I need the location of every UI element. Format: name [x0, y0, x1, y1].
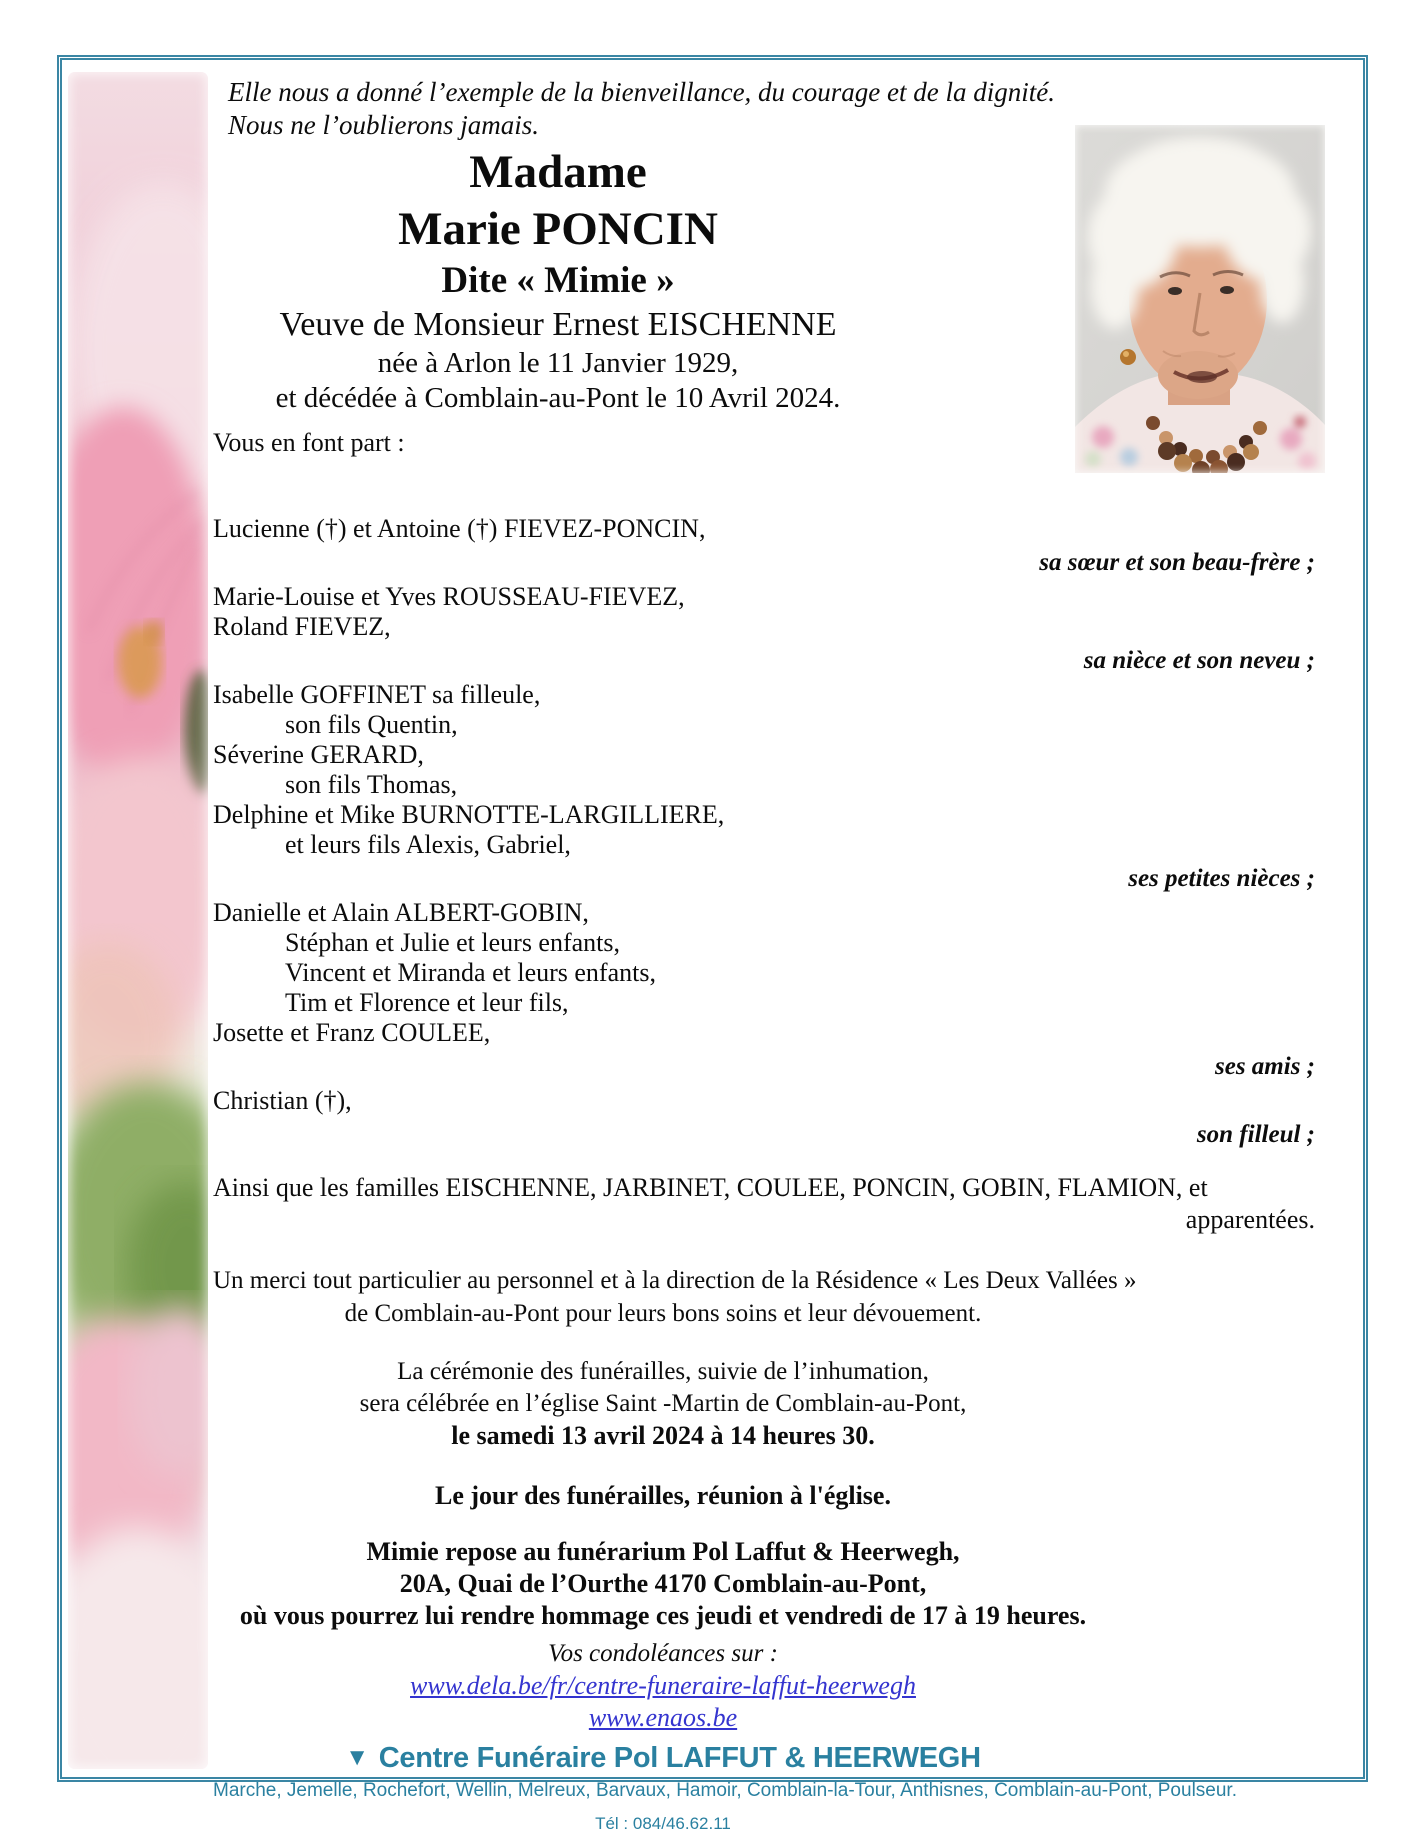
ceremony-datetime: le samedi 13 avril 2024 à 14 heures 30. [451, 1421, 875, 1450]
repose-line-2: 20A, Quai de l’Ourthe 4170 Comblain-au-Pont, [399, 1569, 927, 1598]
ceremony-paragraph [213, 1356, 1113, 1452]
center-zone [213, 1264, 1237, 1833]
announcement-intro: Vous en font part : [213, 428, 405, 457]
birth-line: née à Arlon le 11 Janvier 1929, [377, 347, 739, 379]
related-families-end: apparentées. [1185, 1205, 1315, 1234]
family-line: Roland FIEVEZ, [213, 612, 391, 641]
salutation: Madame [469, 146, 647, 198]
card-content [213, 76, 1315, 1833]
relation-label: ses amis ; [1215, 1053, 1315, 1080]
memorial-quote [228, 76, 1315, 142]
reunion-line: Le jour des funérailles, réunion à l'église. [435, 1481, 891, 1510]
funeral-home-locations: Marche, Jemelle, Rochefort, Wellin, Melreux, Barvaux, Hamoir, Comblain-la-Tour, Anthisnes, Comblain-au-Pont, Poulseur. [213, 1780, 1237, 1801]
condolence-link-enaos[interactable]: www.enaos.be [588, 1703, 738, 1732]
flower-photo [68, 72, 208, 1769]
family-line: Delphine et Mike BURNOTTE-LARGILLIERE, [213, 800, 725, 829]
condolence-link-dela[interactable]: www.dela.be/fr/centre-funeraire-laffut-heerwegh [410, 1671, 916, 1700]
family-line-indented: et leurs fils Alexis, Gabriel, [285, 830, 571, 859]
widow-of-line: Veuve de Monsieur Ernest EISCHENNE [279, 306, 837, 343]
related-families-line: Ainsi que les familles EISCHENNE, JARBINET, COULEE, PONCIN, GOBIN, FLAMION, et [213, 1173, 1208, 1202]
repose-paragraph [213, 1536, 1113, 1632]
thanks-paragraph [213, 1264, 1137, 1330]
thanks-line-1: Un merci tout particulier au personnel et à la direction de la Résidence « Les Deux Vallées » [213, 1267, 1137, 1294]
family-line-indented: Vincent et Miranda et leurs enfants, [285, 958, 656, 987]
family-line-indented: son fils Quentin, [285, 710, 458, 739]
family-line: Danielle et Alain ALBERT-GOBIN, [213, 898, 589, 927]
deceased-title-block [213, 144, 903, 416]
family-line: Séverine GERARD, [213, 740, 424, 769]
relation-label: sa nièce et son neveu ; [1083, 647, 1315, 674]
funeral-home-phone: Tél : 084/46.62.11 [595, 1814, 731, 1833]
family-list [213, 514, 1315, 1150]
quote-line-2: Nous ne l’oublierons jamais. [228, 110, 540, 140]
funeral-home-name: Centre Funéraire Pol LAFFUT & HEERWEGH [378, 1742, 981, 1774]
family-line: Josette et Franz COULEE, [213, 1018, 491, 1047]
relation-label: ses petites nièces ; [1128, 865, 1315, 892]
repose-line-3: où vous pourrez lui rendre hommage ces jeudi et vendredi de 17 à 19 heures. [239, 1601, 1087, 1630]
funeral-home-brand [213, 1740, 1113, 1776]
family-line: Christian (†), [213, 1086, 352, 1115]
family-line: Isabelle GOFFINET sa filleule, [213, 680, 541, 709]
death-line: et décédée à Comblain-au-Pont le 10 Avril 2024. [275, 382, 841, 414]
family-line-indented: Tim et Florence et leur fils, [285, 988, 569, 1017]
family-line-indented: Stéphan et Julie et leurs enfants, [285, 928, 621, 957]
family-line: Marie-Louise et Yves ROUSSEAU-FIEVEZ, [213, 582, 685, 611]
quote-line-1: Elle nous a donné l’exemple de la bienveillance, du courage et de la dignité. [228, 77, 1055, 107]
relation-label: son filleul ; [1196, 1121, 1315, 1148]
relation-label: sa sœur et son beau-frère ; [1039, 549, 1315, 576]
condolences-label: Vos condoléances sur : [548, 1640, 778, 1667]
flower-photo-art [68, 72, 208, 1769]
condolences-block [213, 1638, 1113, 1734]
ceremony-line-1: La cérémonie des funérailles, suivie de l’inhumation, [397, 1358, 929, 1385]
family-line-indented: son fils Thomas, [285, 770, 458, 799]
ceremony-line-2: sera célébrée en l’église Saint -Martin de Comblain-au-Pont, [359, 1390, 967, 1417]
deceased-nickname: Dite « Mimie » [441, 260, 675, 301]
thanks-line-2: de Comblain-au-Pont pour leurs bons soins et leur dévouement. [344, 1300, 982, 1327]
triangle-icon: ▼ [345, 1744, 369, 1771]
family-line: Lucienne (†) et Antoine (†) FIEVEZ-PONCIN, [213, 514, 706, 543]
related-families-note [213, 1172, 1315, 1236]
deceased-name: Marie PONCIN [398, 203, 718, 255]
repose-line-1: Mimie repose au funérarium Pol Laffut & Heerwegh, [366, 1537, 960, 1566]
